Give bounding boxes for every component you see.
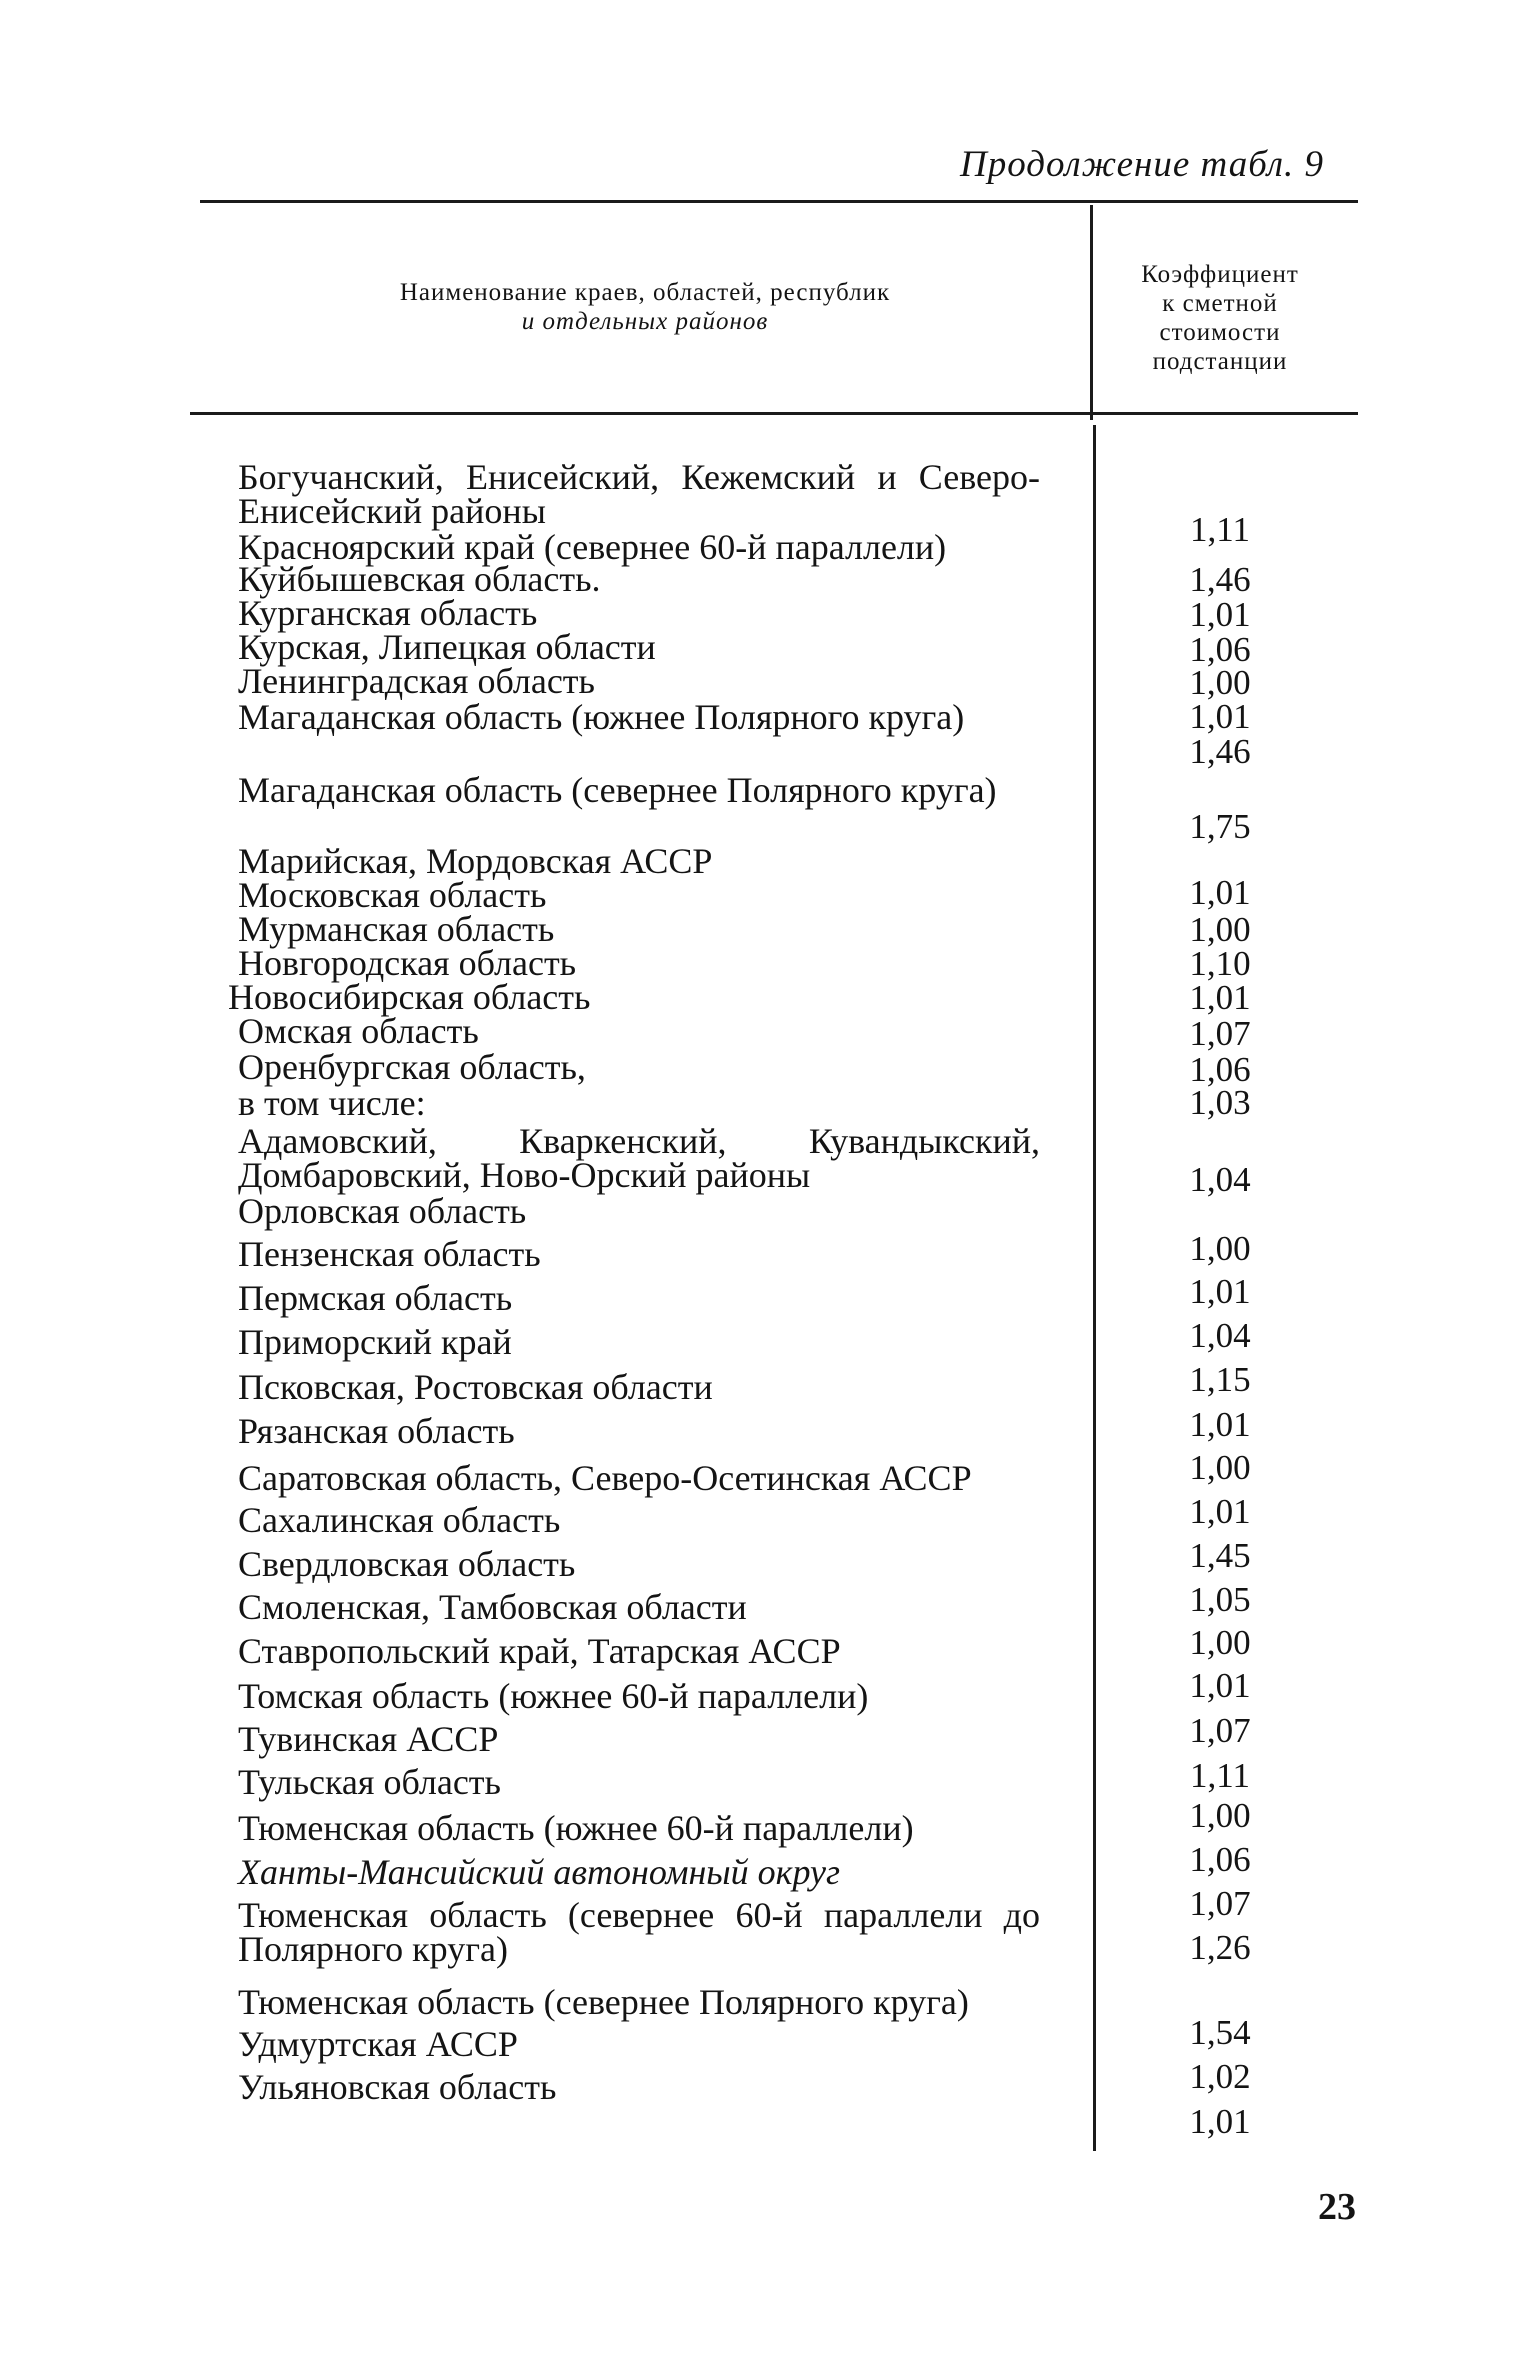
table-row-value: 1,01 bbox=[1189, 1666, 1251, 1705]
table-row-name: Удмуртская АССР bbox=[238, 2024, 518, 2064]
table-row-name: Курганская область bbox=[238, 593, 538, 633]
table-row-name: в том числе: bbox=[238, 1083, 426, 1123]
table-row-value: 1,07 bbox=[1189, 1014, 1251, 1053]
table-row-name: Новгородская область bbox=[238, 943, 577, 983]
table-row-value: 1,01 bbox=[1189, 873, 1251, 912]
table-row-value: 1,00 bbox=[1189, 1448, 1251, 1487]
header-coefficient-line: стоимости bbox=[1159, 319, 1281, 346]
table-row-name: Тюменская область (севернее Полярного круга) bbox=[238, 1982, 969, 2022]
table-row-value: 1,02 bbox=[1189, 2057, 1251, 2096]
table-row-name: Орловская область bbox=[238, 1191, 527, 1231]
table-row-name: Пермская область bbox=[238, 1278, 513, 1318]
table-row-value: 1,15 bbox=[1189, 1360, 1251, 1399]
table-row-value: 1,11 bbox=[1190, 510, 1250, 549]
table-row-value: 1,01 bbox=[1189, 2102, 1251, 2141]
table-row-value: 1,75 bbox=[1189, 807, 1251, 846]
table-row-name: Мурманская область bbox=[238, 909, 555, 949]
table-row-value: 1,00 bbox=[1189, 910, 1251, 949]
table-row-value: 1,54 bbox=[1189, 2013, 1251, 2052]
table-row-name: Ульяновская область bbox=[238, 2067, 557, 2107]
table-row-value: 1,06 bbox=[1189, 1840, 1251, 1879]
table-row-value: 1,07 bbox=[1189, 1711, 1251, 1750]
table-row-name: Магаданская область (южнее Полярного круга) bbox=[238, 697, 965, 737]
table-row-name: Куйбышевская область. bbox=[238, 559, 601, 599]
table-row-value: 1,01 bbox=[1189, 1492, 1251, 1531]
table-row-value: 1,01 bbox=[1189, 595, 1251, 634]
table-row-value: 1,00 bbox=[1189, 1229, 1251, 1268]
table-row-name: Смоленская, Тамбовская области bbox=[238, 1587, 747, 1627]
page-number: 23 bbox=[1318, 2186, 1356, 2228]
table-row-value: 1,06 bbox=[1189, 1050, 1251, 1089]
table-row-value: 1,05 bbox=[1189, 1580, 1251, 1619]
table-row-name: Свердловская область bbox=[238, 1544, 576, 1584]
table-row-value: 1,03 bbox=[1189, 1083, 1251, 1122]
table-row-value: 1,01 bbox=[1189, 1405, 1251, 1444]
table-row-value: 1,45 bbox=[1189, 1536, 1251, 1575]
body-column-divider bbox=[1093, 425, 1096, 2151]
table-row-name: Сахалинская область bbox=[238, 1500, 561, 1540]
table-row-name: Псковская, Ростовская области bbox=[238, 1367, 713, 1407]
table-row-name: Приморский край bbox=[238, 1322, 512, 1362]
table-row-value: 1,06 bbox=[1189, 630, 1251, 669]
table-row-value: 1,04 bbox=[1189, 1160, 1251, 1199]
header-region-line-2: и отдельных районов bbox=[521, 308, 769, 335]
table-row-name: Тюменская область (южнее 60-й параллели) bbox=[238, 1808, 914, 1848]
table-row-value: 1,00 bbox=[1189, 663, 1251, 702]
header-region-column bbox=[300, 278, 990, 336]
table-row-name: Богучанский, Енисейский, Кежемский и Северо-Енисейский районы bbox=[238, 457, 1040, 531]
table-row-value: 1,00 bbox=[1189, 1623, 1251, 1662]
table-row-value: 1,11 bbox=[1190, 1756, 1250, 1795]
table-row-name: Тувинская АССР bbox=[238, 1719, 499, 1759]
table-row-value: 1,04 bbox=[1189, 1316, 1251, 1355]
table-row-name: Московская область bbox=[238, 875, 547, 915]
table-row-name: Томская область (южнее 60-й параллели) bbox=[238, 1676, 869, 1716]
table-row-name: Новосибирская область bbox=[228, 977, 591, 1017]
top-rule bbox=[200, 200, 1358, 203]
table-row-name: Пензенская область bbox=[238, 1234, 541, 1274]
table-row-value: 1,01 bbox=[1189, 978, 1251, 1017]
header-region-line-1: Наименование краев, областей, республик bbox=[399, 279, 891, 306]
table-row-value: 1,07 bbox=[1189, 1884, 1251, 1923]
table-row-name: Рязанская область bbox=[238, 1411, 515, 1451]
header-coefficient-column bbox=[1100, 260, 1340, 376]
table-row-name: Ленинградская область bbox=[238, 661, 595, 701]
table-row-name: Тюменская область (севернее 60-й параллели до Полярного круга) bbox=[238, 1895, 1040, 1969]
table-row-name: Красноярский край (севернее 60-й параллели) bbox=[238, 527, 947, 567]
header-bottom-rule bbox=[190, 412, 1358, 415]
table-row-value: 1,01 bbox=[1189, 1272, 1251, 1311]
table-row-value: 1,01 bbox=[1189, 697, 1251, 736]
header-coefficient-line: Коэффициент bbox=[1141, 261, 1299, 288]
table-row-value: 1,10 bbox=[1189, 944, 1251, 983]
table-row-name: Оренбургская область, bbox=[238, 1047, 586, 1087]
table-row-value: 1,00 bbox=[1189, 1796, 1251, 1835]
table-row-name: Магаданская область (севернее Полярного круга) bbox=[238, 770, 997, 810]
table-row-name: Тульская область bbox=[238, 1762, 501, 1802]
table-row-name: Саратовская область, Северо-Осетинская АССР bbox=[238, 1458, 972, 1498]
table-row-name: Адамовский, Кваркенский, Кувандыкский, Домбаровский, Ново-Орский районы bbox=[238, 1121, 1040, 1195]
table-row-value: 1,26 bbox=[1189, 1928, 1251, 1967]
table-row-value: 1,46 bbox=[1189, 560, 1251, 599]
header-column-divider bbox=[1090, 205, 1093, 420]
table-row-name: Курская, Липецкая области bbox=[238, 627, 656, 667]
table-row-name: Ханты-Мансийский автономный округ bbox=[238, 1852, 841, 1892]
table-row-name: Ставропольский край, Татарская АССР bbox=[238, 1631, 841, 1671]
header-coefficient-line: к сметной bbox=[1162, 290, 1278, 317]
table-row-name: Омская область bbox=[238, 1011, 479, 1051]
header-coefficient-line: подстанции bbox=[1152, 348, 1288, 375]
table-row-name: Марийская, Мордовская АССР bbox=[238, 841, 713, 881]
table-row-value: 1,46 bbox=[1189, 732, 1251, 771]
table-continuation-caption: Продолжение табл. 9 bbox=[960, 144, 1325, 185]
